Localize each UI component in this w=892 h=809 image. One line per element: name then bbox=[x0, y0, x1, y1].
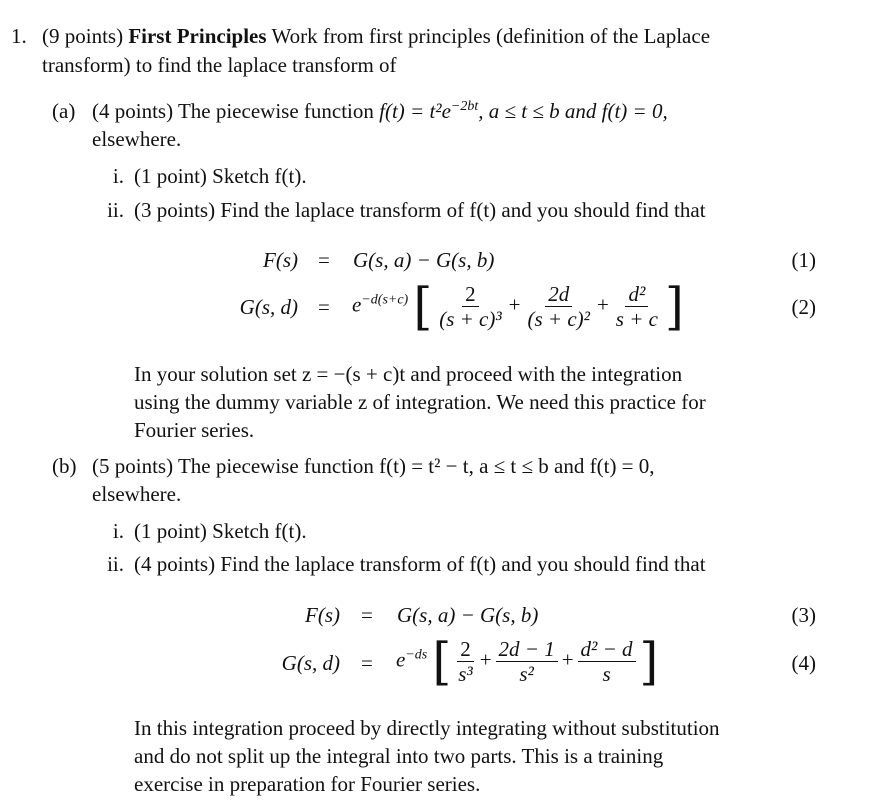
eq2-frac-3 bbox=[613, 282, 661, 331]
eq2-frac-3-num: d² bbox=[625, 282, 648, 307]
eq2-right-bracket: ] bbox=[664, 277, 684, 336]
part-b-points: (5 points) bbox=[92, 454, 174, 478]
eq3-equals: = bbox=[361, 603, 373, 627]
part-a-note-1: In your solution set z = −(s + c)t and proceed with the integration bbox=[134, 362, 683, 386]
eq2-frac-1-den: (s + c)³ bbox=[439, 307, 502, 331]
part-a-label: (a) bbox=[52, 99, 76, 123]
eq1-lhs: F(s) bbox=[263, 248, 298, 272]
eq4-frac-1-den: s³ bbox=[458, 662, 473, 686]
part-a-note-3: Fourier series. bbox=[134, 418, 255, 442]
eq4-frac-1 bbox=[455, 637, 475, 686]
eq4-frac-2 bbox=[496, 637, 558, 686]
part-b-sub-ii: (4 points) Find the laplace transform of f(t) and you should find that bbox=[134, 552, 706, 576]
eq4-frac-3-num: d² − d bbox=[578, 637, 636, 662]
eq2-frac-2 bbox=[525, 282, 593, 331]
equation-2 bbox=[0, 277, 892, 340]
eq4-frac-3-den: s bbox=[602, 662, 611, 686]
part-a-sub-i-label: i. bbox=[112, 164, 124, 188]
question-number: 1. bbox=[11, 24, 27, 48]
part-b-sub-ii-label: ii. bbox=[107, 552, 124, 576]
equation-4 bbox=[0, 634, 892, 694]
eq2-left-bracket: [ bbox=[413, 277, 433, 336]
eq2-exp-base: e bbox=[352, 292, 362, 317]
eq2-frac-3-den: s + c bbox=[615, 307, 658, 331]
eq1-equals: = bbox=[318, 248, 330, 272]
part-a-function: f(t) = t²e bbox=[379, 99, 451, 123]
part-b-note-2: and do not split up the integral into two parts. This is a training bbox=[134, 744, 664, 768]
part-a-elsewhere: elsewhere. bbox=[92, 127, 182, 151]
eq2-lhs: G(s, d) bbox=[239, 295, 298, 319]
eq2-exp: −d(s+c) bbox=[361, 292, 409, 308]
eq4-number: (4) bbox=[791, 651, 816, 675]
eq2-frac-1-num: 2 bbox=[462, 282, 479, 307]
question-intro-1: Work from first principles (definition of the Laplace bbox=[271, 24, 711, 48]
question-header bbox=[42, 22, 822, 50]
question-intro-2: transform) to find the laplace transform of bbox=[42, 53, 397, 77]
part-b-note-1: In this integration proceed by directly integrating without substitution bbox=[134, 716, 720, 740]
part-a-function-exponent: −2bt bbox=[450, 99, 479, 114]
eq2-frac-2-den: (s + c)² bbox=[527, 307, 590, 331]
eq4-frac-3 bbox=[578, 637, 636, 686]
part-a-points: (4 points) bbox=[92, 99, 174, 123]
question-points: (9 points) bbox=[42, 24, 124, 48]
question-title: First Principles bbox=[128, 24, 267, 48]
eq2-frac-1 bbox=[436, 282, 504, 331]
eq1-rhs: G(s, a) − G(s, b) bbox=[353, 248, 495, 272]
eq2-rhs: $e^{-d(s+c)}$ [ $\frac{2}{\text{(s + c)³}}$ + $\frac{2d}{\text{(s + c)²}}$ + $\frac{\text{d²}}{s + c}$ ] bbox=[352, 277, 684, 336]
eq3-lhs: F(s) bbox=[305, 603, 340, 627]
eq4-right-bracket: ] bbox=[639, 632, 659, 691]
eq4-frac-2-den: s² bbox=[519, 662, 534, 686]
part-b-text: The piecewise function f(t) = t² − t, a ≤ t ≤ b and f(t) = 0, bbox=[177, 454, 655, 478]
part-b-elsewhere: elsewhere. bbox=[92, 482, 182, 506]
eq4-equals: = bbox=[361, 651, 373, 675]
part-a-statement bbox=[92, 97, 818, 125]
eq4-frac-2-num: 2d − 1 bbox=[496, 637, 558, 662]
eq4-frac-1-num: 2 bbox=[457, 637, 474, 662]
eq2-number: (2) bbox=[791, 295, 816, 319]
eq3-rhs: G(s, a) − G(s, b) bbox=[397, 603, 539, 627]
eq4-rhs: $e^{-ds}$ [ $\frac{2}{\text{s³}}$ + $\frac{2d - 1}{\text{s²}}$ + $\frac{\text{d² − d}}{s}$ ] bbox=[396, 632, 659, 691]
eq4-exp-base: e bbox=[396, 647, 406, 672]
part-a-domain: , a ≤ t ≤ b and f(t) = 0, bbox=[478, 99, 668, 123]
eq2-frac-2-num: 2d bbox=[545, 282, 572, 307]
part-a-text: The piecewise function bbox=[177, 99, 374, 123]
eq2-equals: = bbox=[318, 295, 330, 319]
eq1-number: (1) bbox=[791, 248, 816, 272]
eq4-left-bracket: [ bbox=[432, 632, 452, 691]
eq3-number: (3) bbox=[791, 603, 816, 627]
part-b-sub-i-label: i. bbox=[112, 519, 124, 543]
part-a-sub-ii-label: ii. bbox=[107, 198, 124, 222]
eq4-exp: −ds bbox=[405, 647, 428, 663]
part-a-sub-ii: (3 points) Find the laplace transform of f(t) and you should find that bbox=[134, 198, 706, 222]
eq4-lhs: G(s, d) bbox=[281, 651, 340, 675]
part-a-sub-i: (1 point) Sketch f(t). bbox=[134, 164, 307, 188]
part-b-sub-i: (1 point) Sketch f(t). bbox=[134, 519, 307, 543]
part-a-note-2: using the dummy variable z of integration. We need this practice for bbox=[134, 390, 706, 414]
part-b-note-3: exercise in preparation for Fourier series. bbox=[134, 772, 481, 796]
part-b-label: (b) bbox=[52, 454, 77, 478]
part-b-statement bbox=[92, 452, 818, 480]
